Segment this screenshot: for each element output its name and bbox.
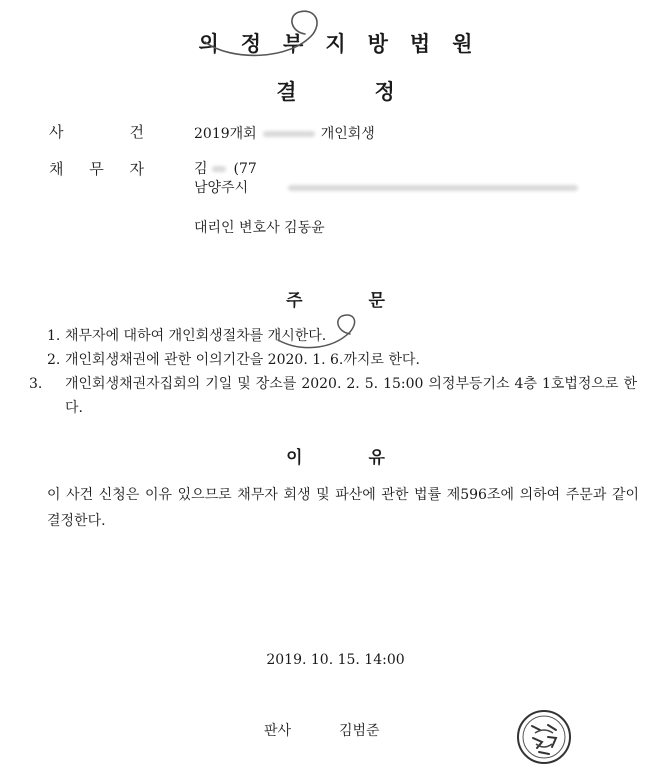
debtor-label-char: 채	[49, 160, 64, 178]
court-seal-icon	[515, 708, 573, 766]
document-title: 결정	[276, 80, 473, 104]
case-type: 개인회생	[320, 126, 375, 142]
debtor-id: (77	[233, 161, 257, 177]
order-item-text: 개인회생채권자집회의 기일 및 장소를 2020. 2. 5. 15:00 의정부등기소 4층 1호법정으로 한다.	[65, 376, 637, 416]
debtor-name: 김	[194, 161, 208, 177]
order-heading: 주문	[286, 291, 451, 311]
order-item-number: 3.	[29, 376, 43, 392]
decision-date: 2019. 10. 15. 14:00	[266, 652, 405, 668]
debtor-address-line	[194, 177, 578, 197]
judge-title: 판사	[264, 723, 292, 739]
judge-name: 김범준	[339, 723, 380, 739]
redaction-mark	[212, 166, 226, 172]
order-item-text: 개인회생채권에 관한 이의기간을 2020. 1. 6.까지로 한다.	[65, 352, 420, 368]
reason-text: 이 사건 신청은 이유 있으므로 채무자 회생 및 파산에 관한 법률 제596조에 의하여 주문과 같이 결정한다.	[47, 487, 639, 529]
reason-heading: 이유	[286, 448, 451, 468]
debtor-name-line	[194, 158, 257, 178]
case-label-char: 건	[129, 123, 144, 141]
order-item	[47, 348, 637, 372]
case-label	[49, 121, 144, 142]
order-item	[47, 324, 637, 348]
order-item-text: 채무자에 대하여 개인회생절차를 개시한다.	[65, 328, 327, 344]
case-number-text: 2019개회	[194, 126, 257, 142]
case-label-char: 사	[49, 123, 64, 141]
case-number	[194, 123, 375, 143]
redaction-mark	[263, 131, 315, 137]
order-item	[29, 372, 637, 420]
debtor-label-char: 자	[129, 160, 144, 178]
redaction-mark	[288, 185, 578, 191]
representative: 대리인 변호사 김동윤	[194, 220, 325, 236]
order-item-number: 1.	[47, 328, 61, 344]
court-name: 의정부지방법원	[198, 32, 495, 56]
debtor-label	[49, 158, 144, 179]
debtor-label-char: 무	[89, 160, 104, 178]
debtor-address: 남양주시	[194, 180, 249, 196]
order-item-number: 2.	[47, 352, 61, 368]
